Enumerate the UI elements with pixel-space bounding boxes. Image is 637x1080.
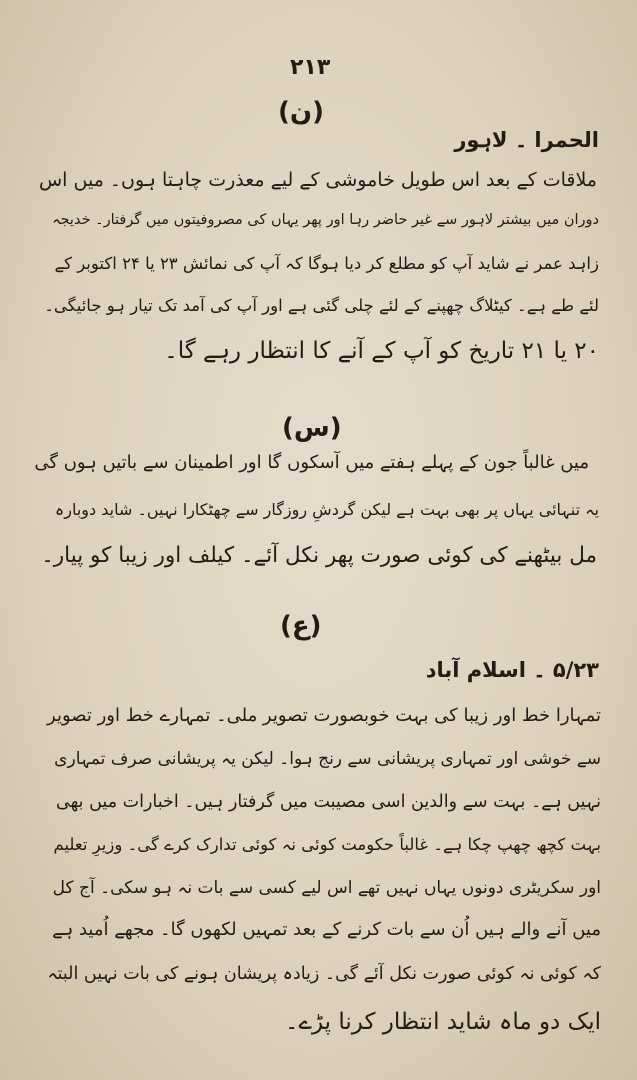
letter-line: یہ تنہائی یہاں پر بھی بہت ہے لیکن گردشِ روزگار سے چھٹکارا نہیں۔ شاید دوبارہ	[54, 500, 599, 519]
letter-line: میں آنے والے ہیں اُن سے بات کرنے کے بعد تمہیں لکھوں گا۔ مجھے اُمید ہے	[52, 919, 601, 940]
letter-line: سے خوشی اور تمہاری پریشانی سے رنج ہوا۔ لیکن یہ پریشانی صرف تمہاری	[54, 749, 601, 769]
section-heading-seen: (س)	[282, 413, 342, 443]
letter-line: اور سکریٹری دونوں یہاں نہیں تھے اس لیے کسی سے بات نہ ہو سکی۔ آج کل	[52, 878, 601, 898]
letter-line: لئے طے ہے۔ کیٹلاگ چھپنے کے لئے چلی گئی ہے اور آپ کی آمد تک تیار ہو جائیگی۔	[44, 296, 599, 315]
letter-line: نہیں ہے۔ بہت سے والدین اسی مصیبت میں گرفتار ہیں۔ اخبارات میں بھی	[56, 792, 601, 812]
letter-line: ایک دو ماہ شاید انتظار کرنا پڑے۔	[285, 1009, 601, 1035]
letter-place: الحمرا ۔ لاہور	[454, 128, 599, 152]
letter-line: میں غالباً جون کے پہلے ہفتے میں آسکوں گا اور اطمینان سے باتیں ہوں گی	[34, 452, 589, 473]
letter-line: مل بیٹھنے کی کوئی صورت پھر نکل آئے۔ کیلف اور زیبا کو پیار۔	[41, 543, 597, 568]
section-heading-ain: (ع)	[280, 611, 322, 641]
section-heading-noon: (ن)	[278, 97, 324, 127]
letter-line: بہت کچھ چھپ چکا ہے۔ غالباً حکومت کوئی نہ کوئی تدارک کرے گی۔ وزیرِ تعلیم	[53, 835, 601, 854]
page-number: ۲۱۳	[290, 55, 331, 80]
letter-line: ۲۰ یا ۲۱ تاریخ کو آپ کے آنے کا انتظار رہے گا۔	[164, 338, 599, 364]
letter-place: ۵/۲۳ ۔ اسلام آباد	[425, 658, 599, 682]
letter-line: کہ کوئی نہ کوئی صورت نکل آئے گی۔ زیادہ پریشان ہونے کی بات نہیں البتہ	[47, 964, 601, 984]
letter-line: دوران میں بیشتر لاہور سے غیر حاضر رہا اور پھر یہاں کی مصروفیتوں میں گرفتار۔ خدیجہ	[52, 212, 599, 228]
letter-line: تمہارا خط اور زیبا کی بہت خوبصورت تصویر ملی۔ تمہارے خط اور تصویر	[47, 705, 601, 726]
letter-line: ملاقات کے بعد اس طویل خاموشی کے لیے معذرت چاہتا ہوں۔ میں اس	[38, 169, 597, 191]
letter-line: زاہد عمر نے شاید آپ کو مطلع کر دیا ہوگا کہ آپ کی نمائش ۲۳ یا ۲۴ اکتوبر کے	[54, 254, 599, 273]
